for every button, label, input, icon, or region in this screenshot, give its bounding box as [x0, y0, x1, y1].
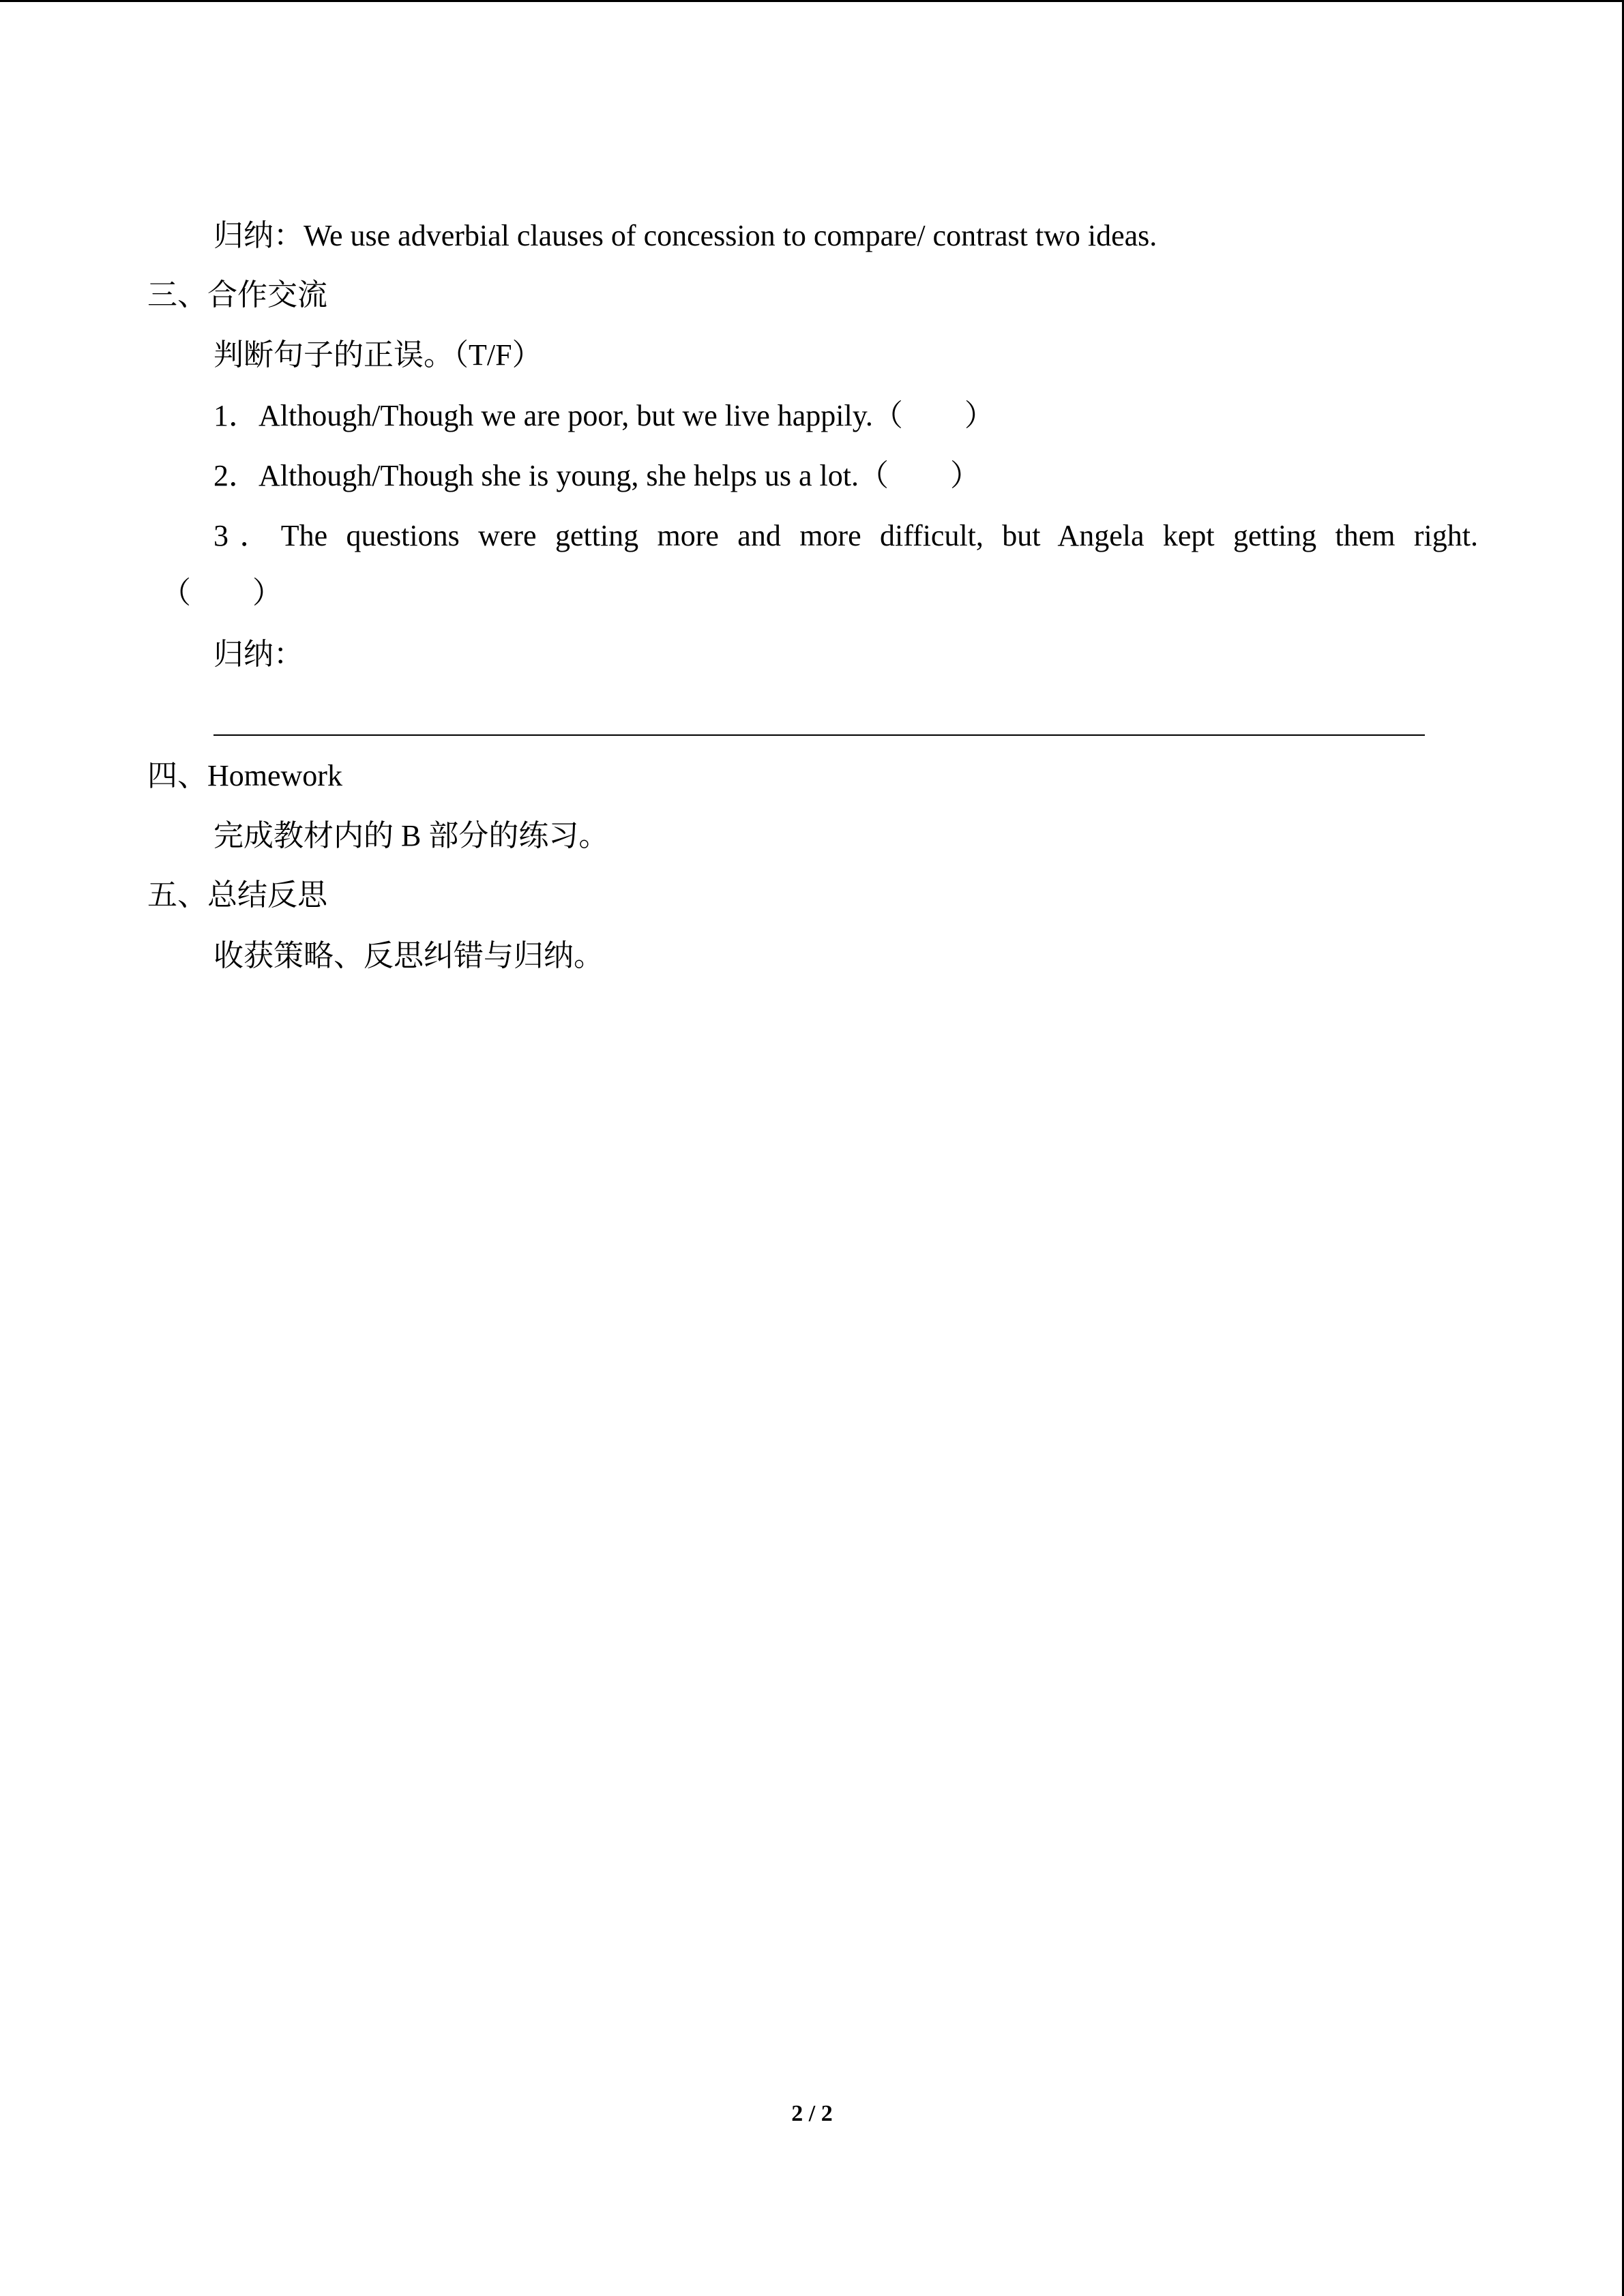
section-5-text: 收获策略、反思纠错与归纳。 [213, 939, 604, 972]
exercise-item-1-close: ） [964, 399, 994, 432]
exercise-item-1-text: Although/Though we are poor, but we live happily.（ [259, 399, 903, 432]
exercise-item-2-close: ） [949, 459, 980, 492]
exercise-item-2-text: Although/Though she is young, she helps us a lot.（ [259, 459, 889, 492]
section-3-summary-label: 归纳： [213, 638, 304, 671]
exercise-item-2 [213, 456, 980, 496]
section-3-instruction: 判断句子的正误。（T/F） [213, 338, 542, 372]
exercise-item-1 [213, 396, 994, 436]
section-4-text: 完成教材内的 B 部分的练习。 [213, 819, 609, 852]
section-5-heading: 五、总结反思 [147, 878, 327, 912]
exercise-item-3-text: The questions were getting more and more difficult, but Angela kept getting them right. [280, 519, 1478, 552]
page-number: 2 / 2 [791, 2101, 833, 2126]
exercise-item-3-answer [161, 573, 282, 614]
exercise-item-3-number: 3． [213, 519, 281, 552]
exercise-item-3 [213, 516, 1478, 556]
exercise-item-3-close: ） [252, 576, 282, 610]
exercise-item-1-number: 1． [213, 399, 259, 432]
page-border-top [0, 0, 1624, 2]
exercise-item-3-open: （ [161, 576, 191, 610]
summary-concession: 归纳：We use adverbial clauses of concession to compare/ contrast two ideas. [213, 219, 1157, 252]
summary-answer-line[interactable] [213, 734, 1425, 736]
section-3-heading: 三、合作交流 [147, 278, 327, 312]
section-4-heading: 四、Homework [147, 759, 342, 792]
exercise-item-2-number: 2． [213, 459, 259, 492]
